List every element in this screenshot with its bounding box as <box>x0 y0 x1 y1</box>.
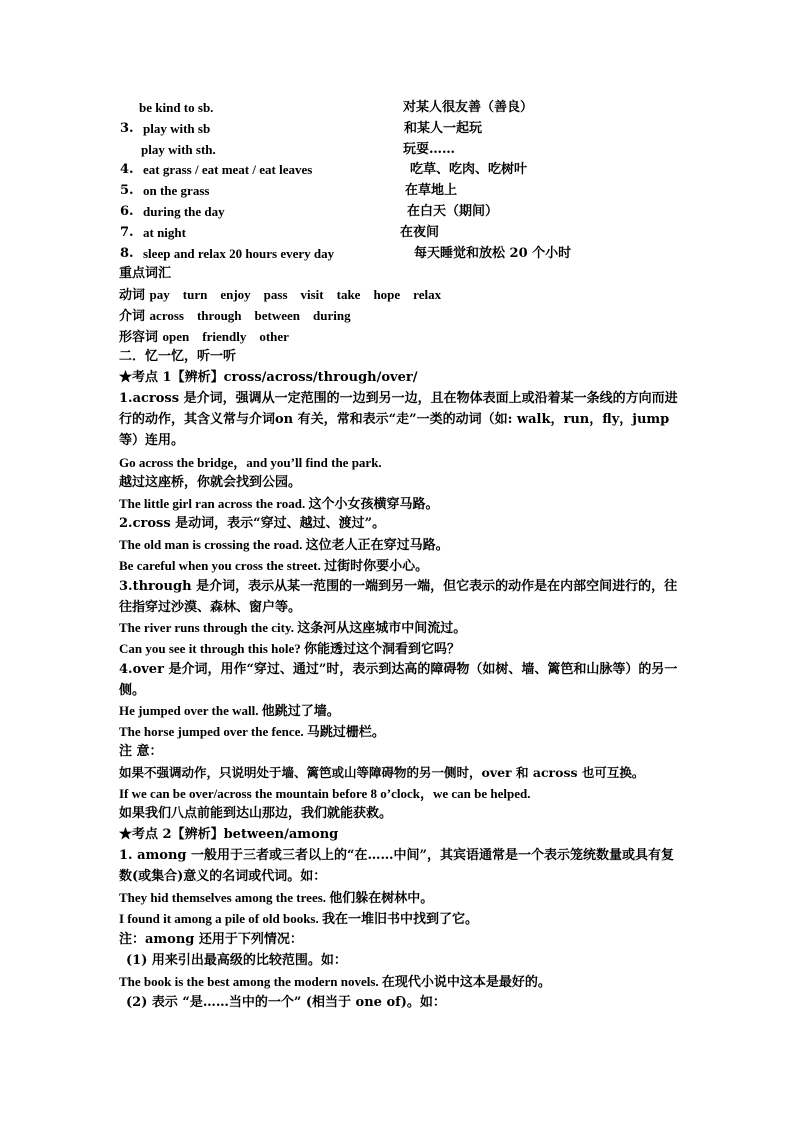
note-label: 注 意： <box>119 744 163 759</box>
phrase-en: play with sb <box>143 121 211 136</box>
vocab-preps: 介词 across through between during <box>119 308 351 324</box>
phrase-num: 4. <box>120 162 134 177</box>
vocab-heading: 重点词汇 <box>119 266 172 281</box>
phrase-num: 7. <box>120 225 134 240</box>
phrase-cn: 在白天（期间） <box>407 204 499 219</box>
example: Go across the bridge，and you’ll find the park. <box>119 455 382 470</box>
example: Can you see it through this hole? 你能透过这个洞看到它吗？ <box>119 641 461 656</box>
phrase-num: 8. <box>120 246 134 261</box>
point2-para-among: 1. among 一般用于三者或三者以上的“在……中间”，其宾语通常是一个表示笼统数量或具有复数(或集合)意义的名词或代词。如： <box>119 848 674 884</box>
phrase-cn: 玩耍…… <box>403 142 456 157</box>
example: He jumped over the wall. 他跳过了墙。 <box>119 703 340 718</box>
point1-para-cross: 2.cross 是动词，表示“穿过、越过、渡过”。 <box>119 516 386 531</box>
phrase-num: 6. <box>120 204 134 219</box>
phrase-row: be kind to sb. <box>139 100 214 115</box>
point2-title: ★考点 2【辨析】between/among <box>119 827 339 842</box>
phrase-num: 5. <box>120 183 134 198</box>
phrase-cn: 对某人很友善（善良） <box>403 100 534 115</box>
section-heading: 二．忆一忆，听一听 <box>119 349 237 364</box>
star-icon: ★ <box>119 370 133 385</box>
example-translation: 如果我们八点前能到达山那边，我们就能获救。 <box>119 806 393 821</box>
example-translation: 越过这座桥，你就会找到公园。 <box>119 475 302 490</box>
note-text: 注：among 还用于下列情况： <box>119 932 303 947</box>
point1-title: ★考点 1【辨析】cross/across/through/over/ <box>119 370 418 385</box>
example: The river runs through the city. 这条河从这座城市中间流过。 <box>119 620 467 635</box>
phrase-cn: 在草地上 <box>405 183 458 198</box>
phrase-cn: 和某人一起玩 <box>404 121 483 136</box>
vocab-verbs: 动词 pay turn enjoy pass visit take hope relax <box>119 287 442 303</box>
note-text: 如果不强调动作，只说明处于墙、篱笆或山等障碍物的另一侧时，over 和 across 也可互换。 <box>119 765 645 780</box>
phrase-en: at night <box>143 225 186 240</box>
phrase-num: 3. <box>120 121 134 136</box>
example: I found it among a pile of old books. 我在一堆旧书中找到了它。 <box>119 911 478 926</box>
vocab-adjs: 形容词 open friendly other <box>119 329 289 345</box>
example: The horse jumped over the fence. 马跳过栅栏。 <box>119 724 385 739</box>
phrase-cn: 每天睡觉和放松 20 个小时 <box>414 246 572 261</box>
note-item: (1) 用来引出最高级的比较范围。如： <box>126 953 347 968</box>
note-item: (2) 表示 “是……当中的一个” (相当于 one of)。如： <box>126 995 446 1010</box>
example: They hid themselves among the trees. 他们躲在树林中。 <box>119 890 434 905</box>
phrase-en: sleep and relax 20 hours every day <box>143 246 335 261</box>
star-icon: ★ <box>119 827 133 842</box>
example: The little girl ran across the road. 这个小女孩横穿马路。 <box>119 496 439 511</box>
phrase-en: on the grass <box>143 183 210 198</box>
phrase-en: play with sth. <box>141 142 216 157</box>
phrase-en: eat grass / eat meat / eat leaves <box>143 162 313 177</box>
example: Be careful when you cross the street. 过街时你要小心。 <box>119 558 429 573</box>
example: The book is the best among the modern novels. 在现代小说中这本是最好的。 <box>119 974 551 989</box>
phrase-cn: 吃草、吃肉、吃树叶 <box>410 162 528 177</box>
point1-para-through: 3.through 是介词，表示从某一范围的一端到另一端，但它表示的动作是在内部空间进行的，往往指穿过沙漠、森林、窗户等。 <box>119 579 678 615</box>
phrase-en: during the day <box>143 204 225 219</box>
point1-para-over: 4.over 是介词，用作“穿过、通过”时，表示到达高的障碍物（如树、墙、篱笆和山脉等）的另一侧。 <box>119 662 678 698</box>
example: If we can be over/across the mountain before 8 o’clock，we can be helped. <box>119 786 531 801</box>
example: The old man is crossing the road. 这位老人正在穿过马路。 <box>119 537 449 552</box>
phrase-cn: 在夜间 <box>400 225 440 240</box>
point1-para-across: 1.across 是介词，强调从一定范围的一边到另一边，且在物体表面上或沿着某一条线的方向而进行的动作，其含义常与介词on 有关，常和表示“走”一类的动词（如: walk，run，fly，jump 等）连用。 <box>119 391 678 448</box>
